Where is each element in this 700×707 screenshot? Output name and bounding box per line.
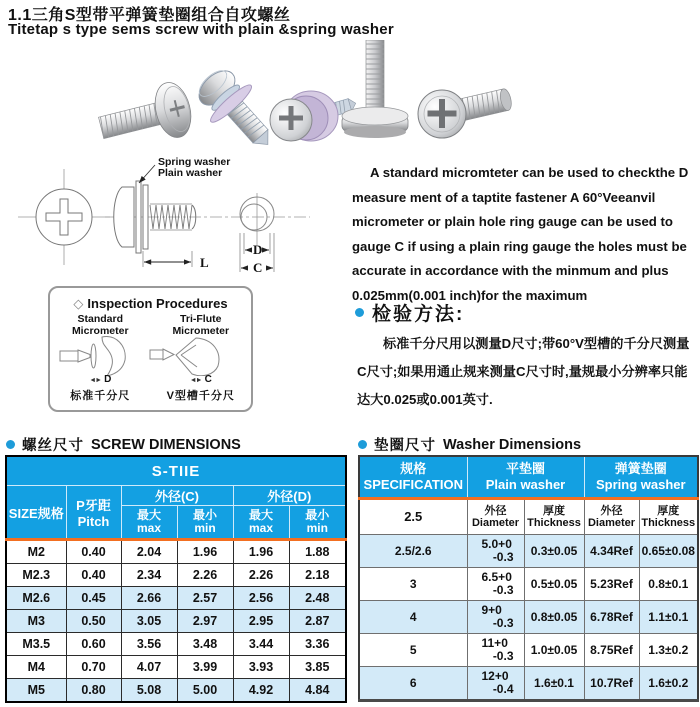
washer-spring-thickness-cell: 0.8±0.1 — [639, 568, 698, 601]
screw-table-row — [6, 633, 346, 656]
screw-table-cell: M4 — [6, 656, 66, 679]
screw-table-cell: 4.07 — [121, 656, 177, 679]
screw-table-cell: 2.04 — [121, 540, 177, 564]
screw-table-row — [6, 610, 346, 633]
col-d-max: 最大 max — [233, 506, 289, 540]
col-c-min: 最小 min — [177, 506, 233, 540]
screw-table-cell: 2.26 — [177, 564, 233, 587]
inspection-dim-d: ◄► D — [89, 374, 112, 385]
sub-spring-diameter: 外径 Diameter — [584, 499, 639, 535]
washer-plain-diameter-cell: 5.0+0 -0.3 — [467, 535, 524, 568]
washer-spring-diameter-cell: 5.23Ref — [584, 568, 639, 601]
screw-table-cell: 3.48 — [177, 633, 233, 656]
washer-plain-diameter-cell: 11+0 -0.3 — [467, 634, 524, 667]
bullet-icon — [358, 440, 367, 449]
washer-table-row — [359, 568, 698, 601]
screw-table-row — [6, 587, 346, 610]
screw-table-row — [6, 540, 346, 564]
screw-photo-1 — [94, 79, 196, 155]
screw-table-cell: 4.84 — [289, 679, 346, 703]
screw-table-cell: 3.56 — [121, 633, 177, 656]
page-title-en: Titetap s type sems screw with plain &spring washer — [8, 21, 394, 38]
vgroove-micrometer-cn: V型槽千分尺 — [166, 390, 235, 402]
dim-arrows-icon: ◄► — [189, 377, 202, 384]
screw-table-cell: M3.5 — [6, 633, 66, 656]
washer-plain-thickness-cell: 0.8±0.05 — [524, 601, 584, 634]
washer-table-title: 垫圈尺寸 Washer Dimensions — [358, 434, 581, 455]
method-body: 标准千分尺用以测量D尺寸;带60°V型槽的千分尺测量C尺寸;如果用通止规来测量C尺寸时,量规最小分辨率只能达大0.025或0.001英寸. — [357, 336, 690, 407]
col-spring-washer: 弹簧垫圈 Spring washer — [584, 456, 698, 499]
inspection-title: ◇ Inspection Procedures — [73, 296, 228, 311]
washer-spec-cell: 3 — [359, 568, 467, 601]
col-c-max: 最大 max — [121, 506, 177, 540]
page-title-cn: 1.1三角S型带平弹簧垫圈组合自攻螺丝 — [8, 7, 291, 24]
standard-micrometer-cn: 标准千分尺 — [70, 390, 131, 402]
screw-table-row — [6, 679, 346, 703]
col-od-d: 外径(D) — [233, 486, 346, 506]
washer-table-row — [359, 667, 698, 701]
screw-table-body — [6, 540, 346, 703]
col-plain-washer: 平垫圈 Plain washer — [467, 456, 584, 499]
diamond-icon: ◇ — [73, 296, 84, 311]
screw-table-cell: 1.96 — [233, 540, 289, 564]
screw-table-cell: 2.56 — [233, 587, 289, 610]
triflute-micrometer-label: Tri-Flute Micrometer — [172, 313, 230, 337]
description-paragraph: A standard micromteter can be used to checkthe D measure ment of a taptite fastener A 60°Veeanvil micrometer or plain hole ring gauge can be used to gauge C if using a plain ring gauge the holes must be accurate in accordance with the minmum and plus 0.025mm(0.001 inch)for the maximum — [352, 165, 689, 303]
washer-plain-thickness-cell: 1.0±0.05 — [524, 634, 584, 667]
dim-l-label: L — [200, 255, 209, 270]
subrow-spec: 2.5 — [359, 499, 467, 535]
screw-table-cell: 3.44 — [233, 633, 289, 656]
screw-table-cell: 3.05 — [121, 610, 177, 633]
washer-spring-thickness-cell: 1.1±0.1 — [639, 601, 698, 634]
col-size: SIZE规格 — [6, 486, 66, 540]
standard-micrometer-label: Standard Micrometer — [71, 313, 129, 337]
triflute-micrometer-drawing — [150, 338, 219, 376]
col-od-c: 外径(C) — [121, 486, 233, 506]
washer-spec-cell: 4 — [359, 601, 467, 634]
technical-diagram — [10, 155, 345, 285]
plain-washer-label: Plain washer — [158, 167, 223, 179]
washer-table-body — [359, 499, 698, 701]
screw-table-cell: 0.70 — [66, 656, 121, 679]
screw-table-cell: 2.87 — [289, 610, 346, 633]
screw-table-cell: 3.85 — [289, 656, 346, 679]
screw-dimensions-table — [5, 455, 347, 703]
washer-table-row — [359, 634, 698, 667]
inspection-box — [48, 286, 253, 412]
bullet-icon — [6, 440, 15, 449]
dim-d-label: D — [253, 242, 263, 257]
screw-table-cell: 2.97 — [177, 610, 233, 633]
screw-table-cell: 2.34 — [121, 564, 177, 587]
screw-table-title: 螺丝尺寸 SCREW DIMENSIONS — [6, 434, 241, 455]
standard-micrometer-drawing — [60, 337, 125, 376]
washer-table-row — [359, 601, 698, 634]
screw-table-cell: 2.66 — [121, 587, 177, 610]
washer-plain-diameter-cell: 12+0 -0.4 — [467, 667, 524, 701]
screw-table-cell: 5.08 — [121, 679, 177, 703]
screw-photo-5 — [418, 88, 513, 138]
spring-washer-label: Spring washer — [158, 156, 231, 168]
screw-table-cell: 4.92 — [233, 679, 289, 703]
screw-table-cell: M2.3 — [6, 564, 66, 587]
screw-photo-4 — [342, 40, 408, 138]
inspection-dim-c: ◄► C — [189, 374, 212, 385]
screw-table-cell: M2 — [6, 540, 66, 564]
screw-table-cell: 3.99 — [177, 656, 233, 679]
micrometer-drawings — [50, 336, 249, 376]
screw-table-cell: M3 — [6, 610, 66, 633]
washer-plain-thickness-cell: 1.6±0.1 — [524, 667, 584, 701]
screw-table-cell: 0.80 — [66, 679, 121, 703]
sub-plain-thickness: 厚度 Thickness — [524, 499, 584, 535]
screw-table-cell: 2.18 — [289, 564, 346, 587]
screw-table-cell: 2.26 — [233, 564, 289, 587]
screw-table-cell: 0.60 — [66, 633, 121, 656]
washer-spring-thickness-cell: 1.3±0.2 — [639, 634, 698, 667]
dim-c-label: C — [253, 260, 263, 275]
screw-table-cell: 0.45 — [66, 587, 121, 610]
screw-table-cell: 1.96 — [177, 540, 233, 564]
washer-spring-diameter-cell: 8.75Ref — [584, 634, 639, 667]
method-heading: 检验方法: — [355, 299, 464, 326]
screw-table-cell: M5 — [6, 679, 66, 703]
washer-spring-diameter-cell: 10.7Ref — [584, 667, 639, 701]
washer-subheader-row — [359, 499, 698, 535]
screw-table-cell: 0.40 — [66, 540, 121, 564]
washer-table-row — [359, 535, 698, 568]
screw-table-cell: 2.48 — [289, 587, 346, 610]
group-header: S-TIIE — [6, 456, 346, 486]
sub-spring-thickness: 厚度 Thickness — [639, 499, 698, 535]
screw-table-cell: 0.40 — [66, 564, 121, 587]
washer-plain-thickness-cell: 0.5±0.05 — [524, 568, 584, 601]
sub-plain-diameter: 外径 Diameter — [467, 499, 524, 535]
screw-table-cell: 3.93 — [233, 656, 289, 679]
screw-table-cell: 1.88 — [289, 540, 346, 564]
col-d-min: 最小 min — [289, 506, 346, 540]
screw-table-cell: 5.00 — [177, 679, 233, 703]
washer-plain-diameter-cell: 6.5+0 -0.3 — [467, 568, 524, 601]
washer-spring-thickness-cell: 0.65±0.08 — [639, 535, 698, 568]
washer-spec-cell: 6 — [359, 667, 467, 701]
front-view — [18, 169, 110, 265]
product-photos — [85, 40, 615, 158]
washer-dimensions-table — [358, 455, 699, 702]
washer-plain-thickness-cell: 0.3±0.05 — [524, 535, 584, 568]
screw-table-cell: 2.95 — [233, 610, 289, 633]
end-view — [240, 193, 274, 275]
washer-spring-diameter-cell: 6.78Ref — [584, 601, 639, 634]
screw-table-row — [6, 656, 346, 679]
washer-spring-diameter-cell: 4.34Ref — [584, 535, 639, 568]
washer-plain-diameter-cell: 9+0 -0.3 — [467, 601, 524, 634]
washer-spec-cell: 5 — [359, 634, 467, 667]
bullet-icon — [355, 308, 364, 317]
screw-table-cell: 2.57 — [177, 587, 233, 610]
screw-table-row — [6, 564, 346, 587]
washer-spec-cell: 2.5/2.6 — [359, 535, 467, 568]
col-specification: 规格 SPECIFICATION — [359, 456, 467, 499]
screw-table-cell: 3.36 — [289, 633, 346, 656]
screw-table-cell: M2.6 — [6, 587, 66, 610]
washer-spring-thickness-cell: 1.6±0.2 — [639, 667, 698, 701]
side-view — [105, 156, 310, 270]
dim-arrows-icon: ◄► — [89, 377, 102, 384]
screw-table-cell: 0.50 — [66, 610, 121, 633]
col-pitch: P牙距 Pitch — [66, 486, 121, 540]
